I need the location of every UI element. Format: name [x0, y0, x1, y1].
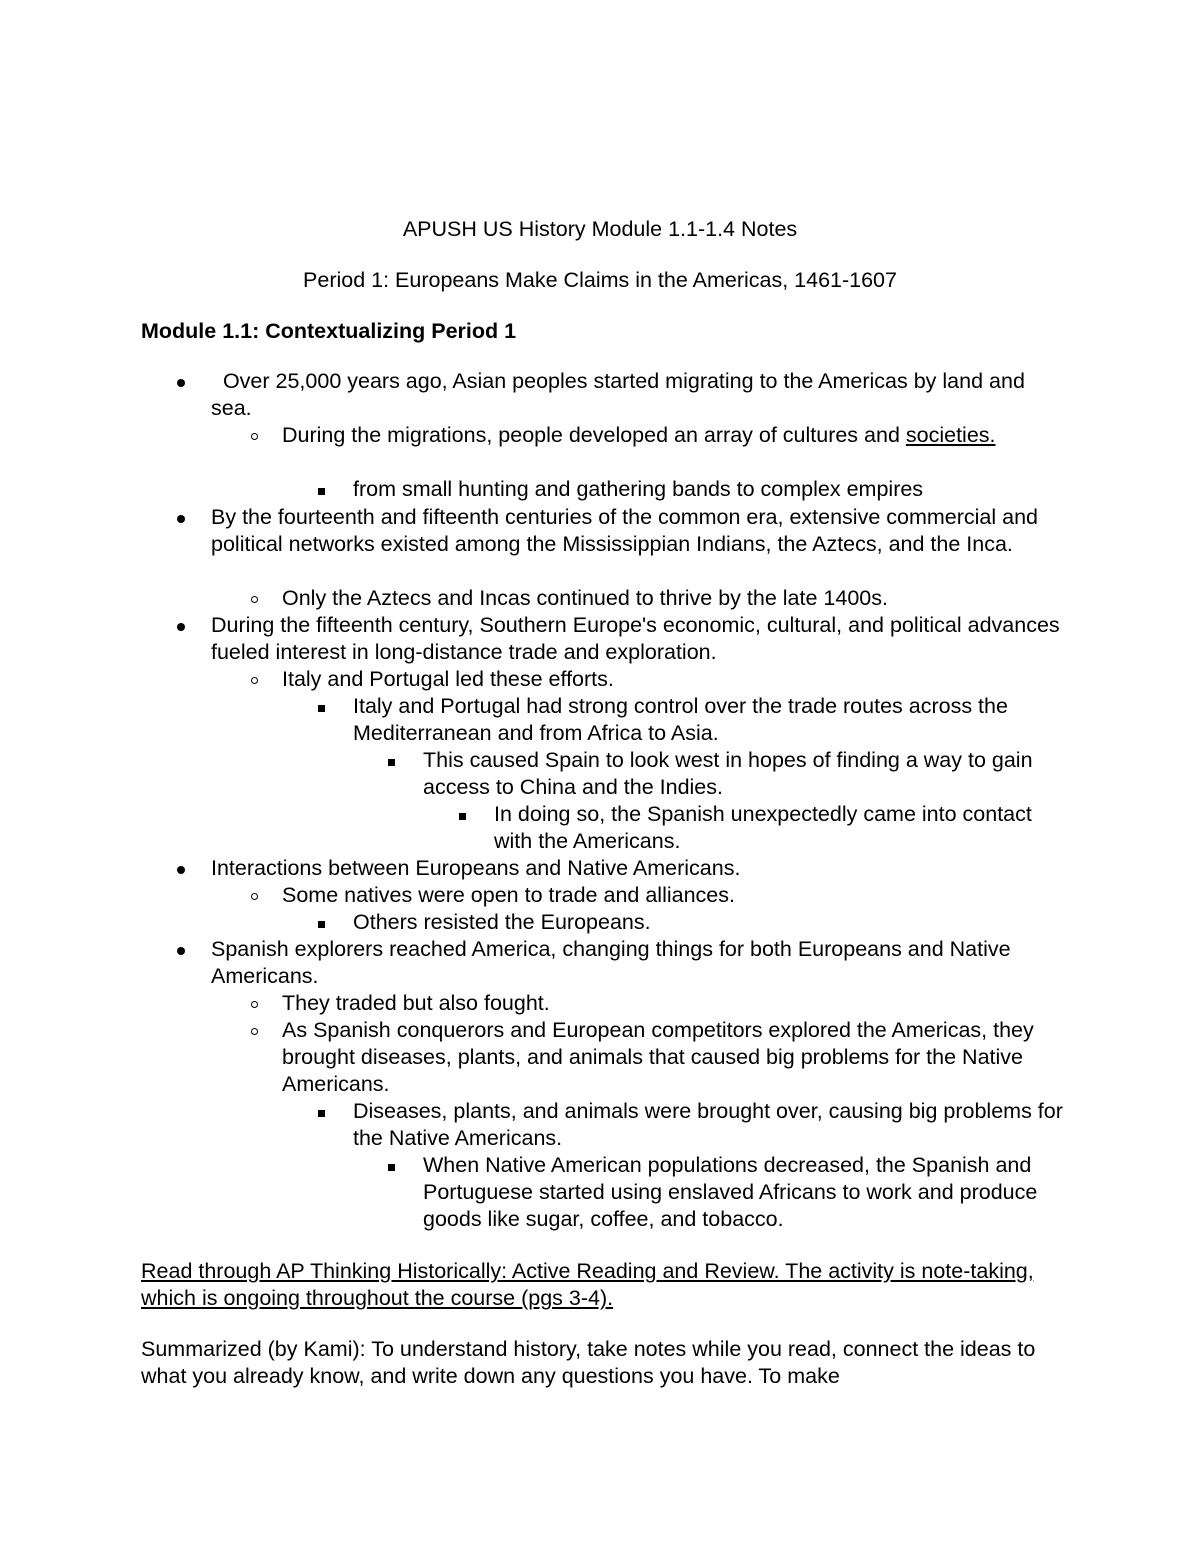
- bullet-square-icon: [388, 1164, 395, 1171]
- underlined-text: societies.: [905, 423, 996, 447]
- bullet-disc-icon: [177, 947, 185, 955]
- list-item-text: In doing so, the Spanish unexpectedly came into contact with the Americans.: [494, 802, 1032, 853]
- bullet-disc-icon: [177, 515, 185, 523]
- reading-assignment-note: [141, 1258, 1071, 1312]
- list-item-text: from small hunting and gathering bands to complex empires: [353, 477, 924, 501]
- list-item: [423, 1152, 1073, 1233]
- bullet-square-icon: [318, 705, 325, 712]
- summary-paragraph: Summarized (by Kami): To understand history, take notes while you read, connect the ideas to what you already know, and write down any questions you have. To make: [141, 1337, 1036, 1388]
- list-item: [282, 422, 1072, 449]
- list-item: [282, 666, 1072, 693]
- bullet-disc-icon: [177, 623, 185, 631]
- list-item-text: Interactions between Europeans and Native Americans.: [211, 856, 741, 880]
- bullet-square-icon: [318, 1110, 325, 1117]
- list-item-text: Italy and Portugal had strong control over the trade routes across the Mediterranean and from Africa to Asia.: [353, 694, 1008, 745]
- bullet-circle-icon: [251, 596, 258, 603]
- bullet-circle-icon: [251, 1001, 258, 1008]
- list-item: [211, 936, 1071, 990]
- list-item-text: This caused Spain to look west in hopes of finding a way to gain access to China and the Indies.: [423, 748, 1033, 799]
- list-item-text: Spanish explorers reached America, changing things for both Europeans and Native Americans.: [211, 937, 1011, 988]
- list-item: [282, 585, 1072, 612]
- list-item-text: Only the Aztecs and Incas continued to thrive by the late 1400s.: [282, 586, 888, 610]
- bullet-square-icon: [318, 921, 325, 928]
- list-item: [211, 504, 1071, 558]
- bullet-disc-icon: [177, 379, 185, 387]
- list-item: [211, 855, 1071, 882]
- reading-assignment-text: Read through AP Thinking Historically: Active Reading and Review. The activity is note-taking, which is ongoing throughout the course (pgs 3-4).: [141, 1259, 1034, 1310]
- list-item-text: Others resisted the Europeans.: [353, 910, 651, 934]
- list-item-text: By the fourteenth and fifteenth centuries of the common era, extensive commercial and political networks existed among the Mississippian Indians, the Aztecs, and the Inca.: [211, 505, 1039, 556]
- list-item-text: Some natives were open to trade and alliances.: [282, 883, 735, 907]
- list-item: [211, 612, 1071, 666]
- bullet-square-icon: [388, 759, 395, 766]
- list-item-text: Italy and Portugal led these efforts.: [282, 667, 614, 691]
- list-item: [211, 368, 1071, 422]
- list-item-text: During the fifteenth century, Southern Europe's economic, cultural, and political advances fueled interest in long-distance trade and exploration.: [211, 613, 1060, 664]
- bullet-circle-icon: [251, 433, 258, 440]
- list-item-text: Diseases, plants, and animals were brought over, causing big problems for the Native Americans.: [353, 1099, 1063, 1150]
- list-item: [282, 1017, 1072, 1098]
- list-item-text: They traded but also fought.: [282, 991, 550, 1015]
- bullet-circle-icon: [251, 893, 258, 900]
- bullet-circle-icon: [251, 1028, 258, 1035]
- list-item: [353, 693, 1073, 747]
- list-item-text: [282, 422, 1072, 449]
- list-item: [494, 801, 1074, 855]
- bullet-square-icon: [318, 488, 325, 495]
- list-item-text: When Native American populations decreased, the Spanish and Portuguese started using enslaved Africans to work and produce goods like sugar, coffee, and tobacco.: [423, 1153, 1038, 1231]
- list-item: [423, 747, 1073, 801]
- list-item-text-part: During the migrations, people developed an array of cultures and: [282, 423, 906, 447]
- list-item: [282, 882, 1072, 909]
- document-title: APUSH US History Module 1.1-1.4 Notes: [402, 217, 798, 241]
- list-item: [282, 990, 1072, 1017]
- bullet-disc-icon: [177, 866, 185, 874]
- bullet-square-icon: [459, 813, 466, 820]
- list-item: [353, 476, 1073, 503]
- module-heading: Module 1.1: Contextualizing Period 1: [141, 319, 517, 343]
- list-item: [353, 909, 1073, 936]
- list-item: [353, 1098, 1073, 1152]
- bullet-circle-icon: [251, 677, 258, 684]
- list-item-text: Over 25,000 years ago, Asian peoples started migrating to the Americas by land and sea.: [211, 369, 1031, 420]
- document-subtitle: Period 1: Europeans Make Claims in the Americas, 1461-1607: [303, 268, 897, 292]
- list-item-text: As Spanish conquerors and European competitors explored the Americas, they brought diseases, plants, and animals that caused big problems for the Native Americans.: [282, 1018, 1034, 1096]
